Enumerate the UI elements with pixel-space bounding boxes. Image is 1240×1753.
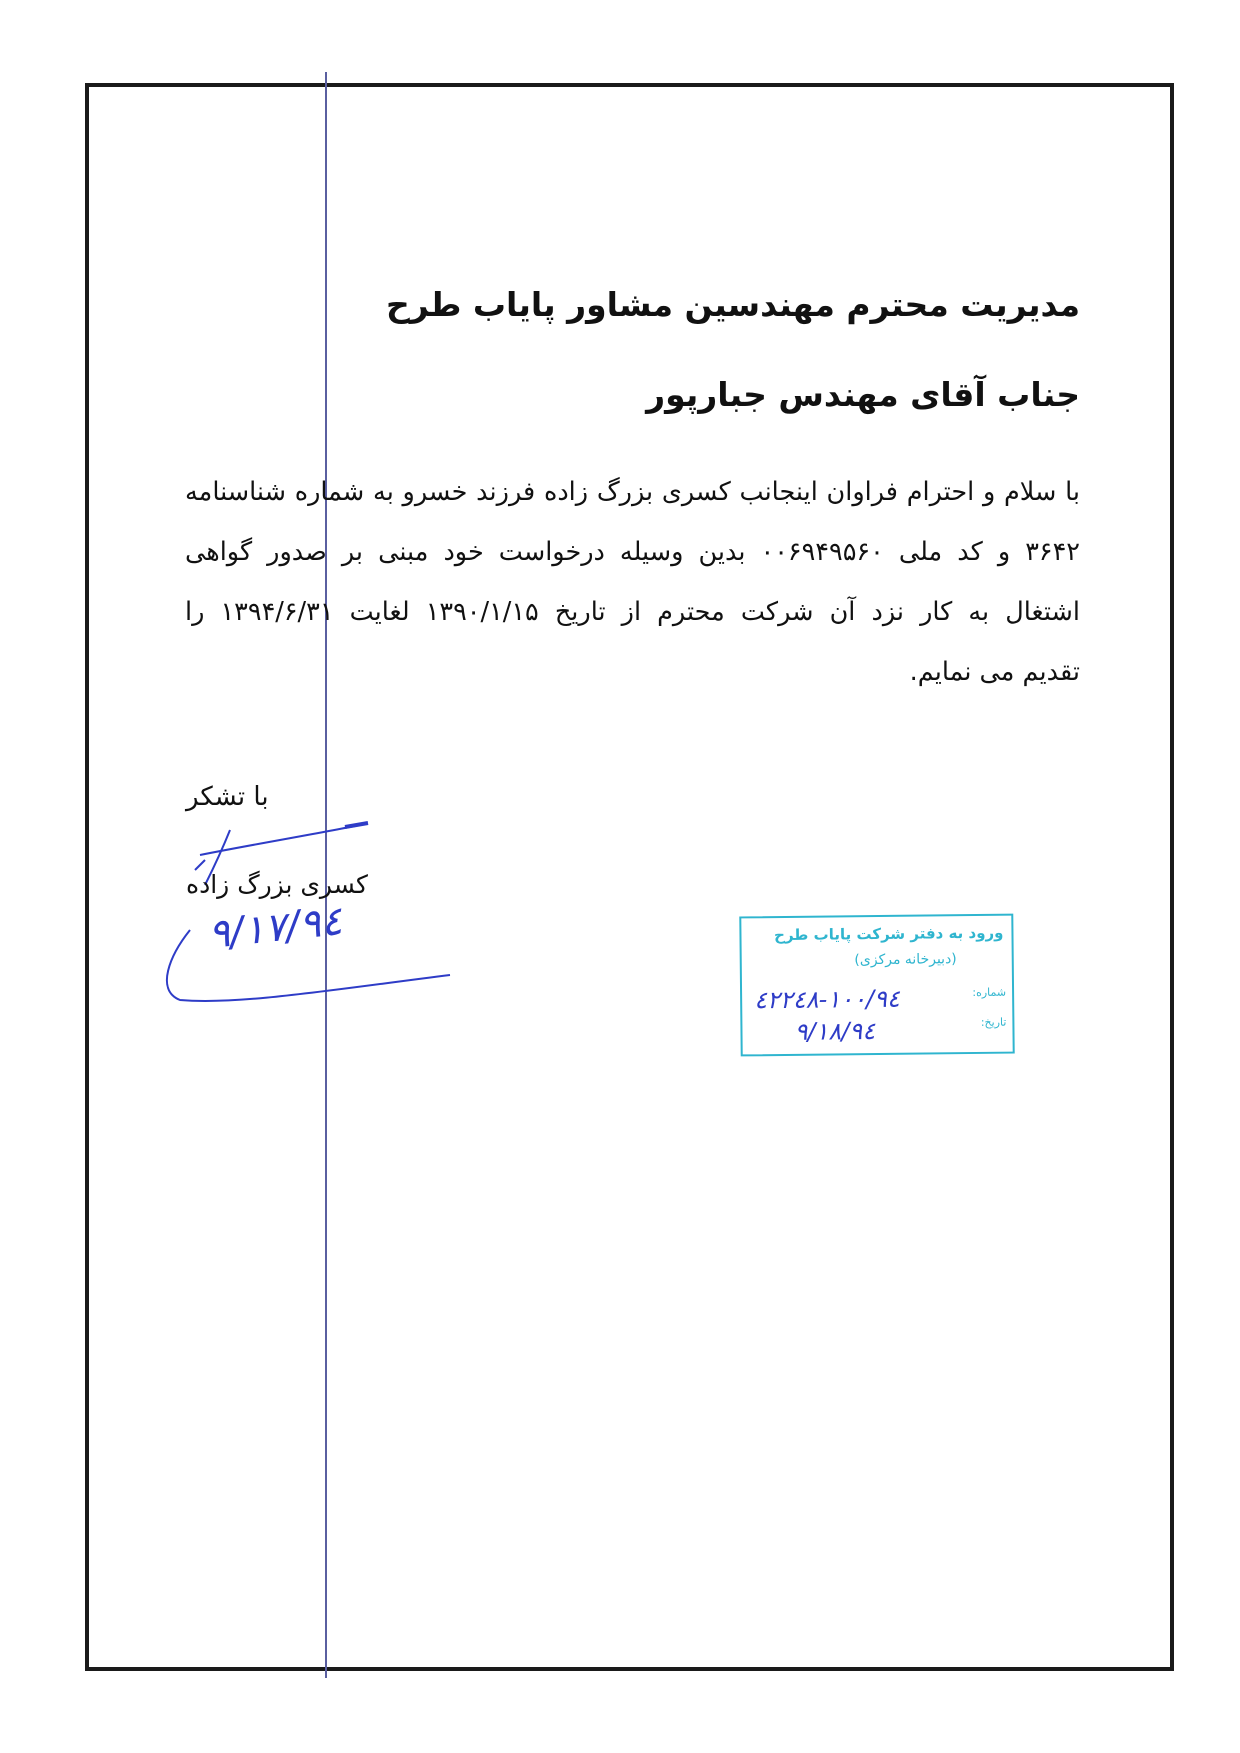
stamp-department: (دبیرخانه مرکزی) — [854, 951, 957, 969]
signer-name: کسری بزرگ زاده — [186, 870, 368, 899]
body-line: با سلام و احترام فراوان اینجانب کسری بزرگ زاده فرزند خسرو به شماره شناسنامه — [185, 477, 1080, 507]
body-line: اشتغال به کار نزد آن شرکت محترم از تاریخ ۱۳۹۰/۱/۱۵ لغایت ۱۳۹۴/۶/۳۱ را — [185, 597, 1080, 627]
stamp-number-value: ۱۰۰/۹٤-٤۲۲٤۸ — [754, 984, 900, 1015]
body-line: تقدیم می نمایم. — [909, 657, 1080, 687]
salutation-heading: جناب آقای مهندس جبارپور — [646, 375, 1080, 414]
body-line: ۳۶۴۲ و کد ملی ۰۰۶۹۴۹۵۶۰ بدین وسیله درخواست خود مبنی بر صدور گواهی — [185, 537, 1080, 567]
letter-body — [185, 462, 1080, 702]
closing-text: با تشکر — [186, 782, 269, 812]
signature-date: ۹٤/۹/۱۷ — [205, 898, 345, 958]
addressee-heading: مدیریت محترم مهندسین مشاور پایاب طرح — [386, 285, 1080, 324]
stamp-date-label: تاریخ: — [980, 1015, 1007, 1029]
stamp-number-label: شماره: — [972, 985, 1007, 1000]
stamp-title: ورود به دفتر شرکت پایاب طرح — [774, 923, 1004, 945]
stamp-date-value: ۹٤/۹/۱۸ — [794, 1017, 876, 1046]
reception-stamp — [739, 914, 1014, 1057]
